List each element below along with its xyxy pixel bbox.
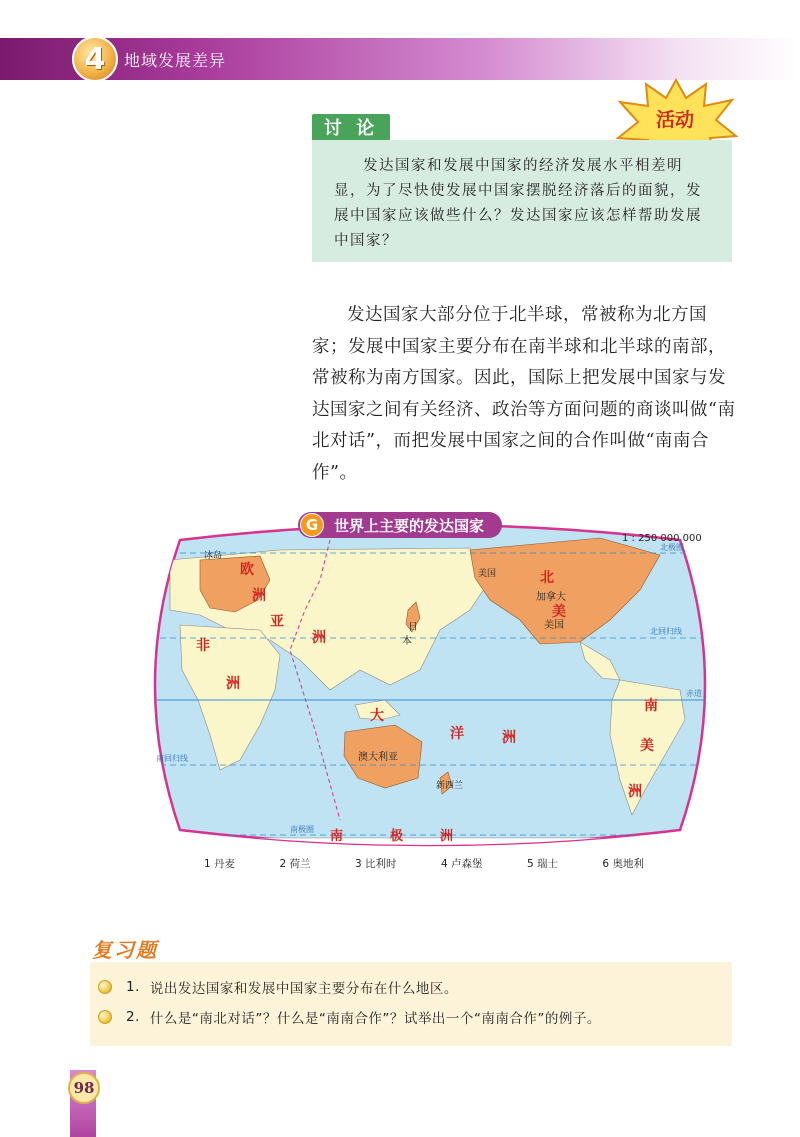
discussion-box <box>312 140 732 262</box>
label-equator: 赤道 <box>686 689 702 698</box>
label-na-2: 美 <box>552 604 566 620</box>
label-antarctica-1: 南 <box>330 829 344 844</box>
label-tropic-cancer: 北回归线 <box>650 627 682 636</box>
page-number: 98 <box>68 1072 100 1104</box>
legend-item: 2 荷兰 <box>279 858 311 870</box>
label-antarctica-2: 极 <box>390 829 404 844</box>
label-iceland: 冰岛 <box>204 551 223 561</box>
figure-letter-badge: G <box>300 513 324 537</box>
legend-item: 5 瑞士 <box>526 858 558 870</box>
antarctica-land <box>160 838 700 850</box>
legend-item: 3 比利时 <box>354 858 397 870</box>
label-tropic-capricorn: 南回归线 <box>156 754 188 763</box>
label-usa-alaska: 美国 <box>478 569 497 579</box>
label-japan-2: 本 <box>402 636 412 647</box>
label-sa-1: 南 <box>644 698 658 714</box>
label-antarctic-circle: 南极圈 <box>290 825 314 834</box>
review-title: 复习题 <box>92 938 158 962</box>
label-africa-1: 非 <box>196 638 210 654</box>
label-australia: 澳大利亚 <box>358 752 398 763</box>
label-europe-2: 洲 <box>252 588 266 604</box>
legend-item: 6 奥地利 <box>602 858 644 870</box>
review-item <box>98 976 458 998</box>
label-oceania-3: 洲 <box>502 730 516 746</box>
world-map <box>140 520 720 850</box>
chapter-header-band <box>0 38 800 80</box>
label-sa-3: 洲 <box>628 784 642 800</box>
review-item-text: 说出发达国家和发展中国家主要分布在什么地区。 <box>149 981 458 997</box>
legend-item: 4 卢森堡 <box>440 858 483 870</box>
legend-item: 1 丹麦 <box>204 858 236 870</box>
label-europe-1: 欧 <box>240 562 254 578</box>
discussion-text: 发达国家和发展中国家的经济发展水平相差明显，为了尽快使发展中国家摆脱经济落后的面貌，发展中国家应该做些什么？发达国家应该怎样帮助发展中国家？ <box>334 158 702 249</box>
review-box <box>90 962 732 1046</box>
label-usa: 美国 <box>544 620 564 631</box>
label-asia-1: 亚 <box>270 614 284 630</box>
review-item-number: 1. <box>126 979 140 995</box>
map-title <box>298 512 502 538</box>
label-new-zealand: 新西兰 <box>436 781 464 791</box>
chapter-title: 地域发展差异 <box>124 51 227 70</box>
discussion-tab: 讨 论 <box>312 114 390 140</box>
map-legend <box>204 856 644 871</box>
label-antarctica-3: 洲 <box>440 829 454 844</box>
review-item-number: 2. <box>126 1009 140 1025</box>
map-scale: 1 : 250 000 000 <box>622 533 702 544</box>
review-item <box>98 1006 601 1028</box>
map-title-text: 世界上主要的发达国家 <box>334 516 485 535</box>
label-arctic-circle: 北极圈 <box>660 543 684 552</box>
label-asia-2: 洲 <box>312 630 326 646</box>
label-na-1: 北 <box>540 570 554 586</box>
bullet-icon <box>98 1010 112 1024</box>
label-japan-1: 日 <box>408 622 418 633</box>
label-canada: 加拿大 <box>536 592 566 603</box>
review-item-text: 什么是“南北对话”？什么是“南南合作”？试举出一个“南南合作”的例子。 <box>149 1011 601 1027</box>
label-oceania-2: 洋 <box>450 726 464 742</box>
label-oceania-1: 大 <box>370 708 384 724</box>
body-paragraph: 发达国家大部分位于北半球，常被称为北方国家；发展中国家主要分布在南半球和北半球的南部，常被称为南方国家。因此，国际上把发展中国家与发达国家之间有关经济、政治等方面问题的商谈叫做“南北对话”，而把发展中国家之间的合作叫做“南南合作”。 <box>312 305 736 483</box>
label-sa-2: 美 <box>640 738 654 754</box>
bullet-icon <box>98 980 112 994</box>
activity-badge-label: 活动 <box>655 109 694 131</box>
chapter-number-badge: 4 <box>72 36 118 82</box>
label-africa-2: 洲 <box>226 676 240 692</box>
